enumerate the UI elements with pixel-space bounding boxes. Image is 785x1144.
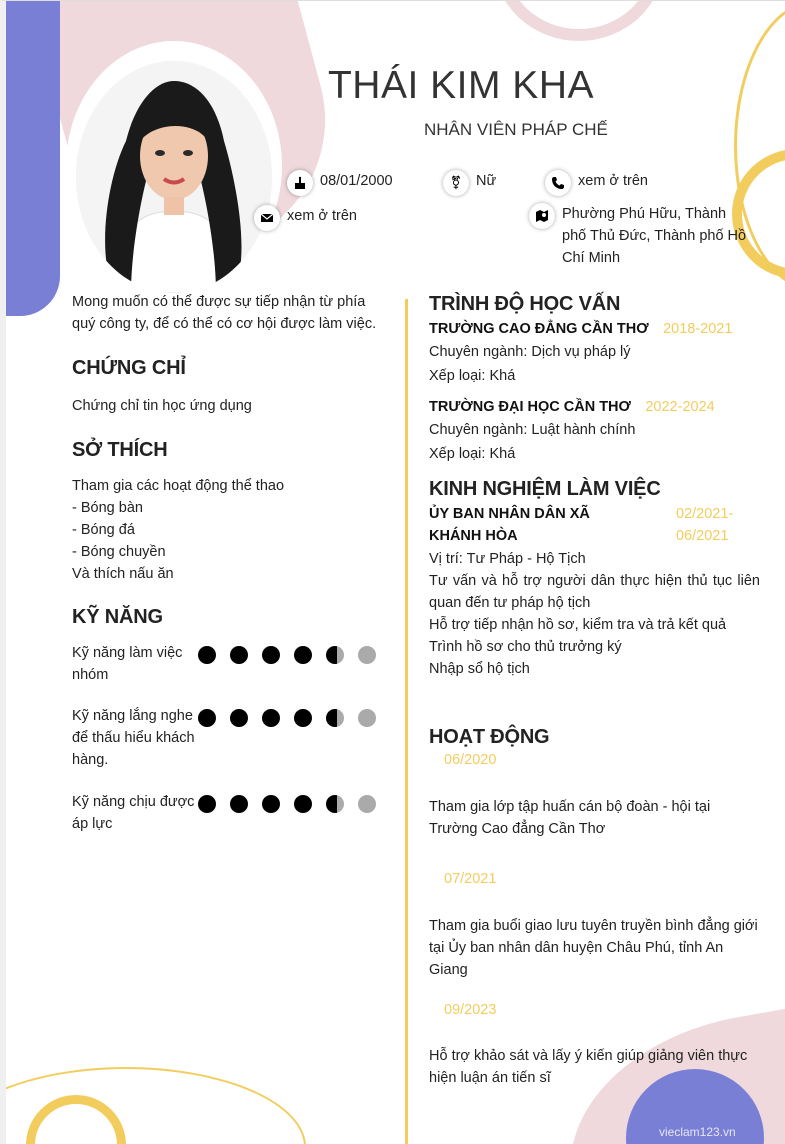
experience-period: 02/2021- 06/2021 (676, 506, 734, 544)
gender-value: Nữ (476, 173, 497, 189)
education-item (429, 320, 763, 387)
skill-rating (198, 795, 390, 813)
experience-line: Hỗ trợ tiếp nhận hồ sơ, kiểm tra và trả kết quả (429, 617, 727, 633)
rating-dot (358, 795, 376, 813)
activity-date: 06/2020 (444, 752, 497, 768)
hobby-line: - Bóng đá (72, 522, 135, 538)
portrait-illustration (76, 61, 272, 293)
decor-pink-ring (494, 0, 664, 41)
address-value: Phường Phú Hữu, Thành phố Thủ Đức, Thành phố Hồ Chí Minh (562, 206, 747, 266)
info-birthday (287, 170, 393, 196)
phone-value: xem ở trên (578, 173, 648, 189)
rating-dot (294, 646, 312, 664)
school-name: TRƯỜNG CAO ĐẲNG CẦN THƠ (429, 321, 649, 337)
experience-line: Tư vấn và hỗ trợ người dân thực hiện thủ tục liên quan đến tư pháp hộ tịch (429, 573, 760, 611)
rating-dot (358, 646, 376, 664)
education-grade: Xếp loại: Khá (429, 368, 516, 384)
hobby-line: - Bóng bàn (72, 500, 143, 516)
email-icon (254, 205, 280, 231)
education-item (429, 398, 763, 465)
experience-line: Nhập sổ hộ tịch (429, 661, 530, 677)
birthday-cake-icon (287, 170, 313, 196)
certificates-heading: CHỨNG CHỈ (72, 357, 186, 379)
rating-dot (230, 709, 248, 727)
portrait-photo (76, 61, 272, 293)
experience-heading: KINH NGHIỆM LÀM VIỆC (429, 478, 661, 500)
rating-dot (262, 646, 280, 664)
hobby-line: Tham gia các hoạt động thể thao (72, 478, 285, 494)
activity-description: Hỗ trợ khảo sát và lấy ý kiến giúp giảng viên thực hiện luận án tiến sĩ (429, 1048, 748, 1086)
education-period: 2022-2024 (645, 399, 715, 415)
map-pin-icon (529, 203, 555, 229)
certificate-item: Chứng chỉ tin học ứng dụng (72, 398, 252, 414)
rating-dot (326, 795, 344, 813)
activity-description: Tham gia lớp tập huấn cán bộ đoàn - hội tại Trường Cao đẳng Cần Thơ (429, 799, 711, 837)
rating-dot (326, 646, 344, 664)
education-major: Chuyên ngành: Dịch vụ pháp lý (429, 344, 631, 360)
activity-date: 09/2023 (444, 1002, 497, 1018)
experience-details (429, 548, 760, 680)
info-gender (443, 170, 496, 196)
activities-heading: HOẠT ĐỘNG (429, 726, 550, 748)
career-objective: Mong muốn có thể được sự tiếp nhận từ phía quý công ty, để có thể có cơ hội được làm việc. (72, 294, 377, 332)
rating-dot (262, 709, 280, 727)
skill-rating (198, 709, 390, 727)
activity-description: Tham gia buổi giao lưu tuyên truyền bình đẳng giới tại Ủy ban nhân dân huyện Châu Phú, tỉnh An Giang (429, 918, 758, 978)
column-divider (405, 299, 408, 1144)
education-period: 2018-2021 (663, 321, 733, 337)
birthday-value: 08/01/2000 (320, 173, 393, 189)
hobby-line: Và thích nấu ăn (72, 566, 174, 582)
skill-name: Kỹ năng làm việc nhóm (72, 645, 183, 683)
experience-line: Trình hồ sơ cho thủ trưởng ký (429, 639, 622, 655)
rating-dot (198, 795, 216, 813)
hobby-line: - Bóng chuyền (72, 544, 166, 560)
phone-icon (545, 170, 571, 196)
activity-date: 07/2021 (444, 871, 497, 887)
rating-dot (358, 709, 376, 727)
rating-dot (230, 795, 248, 813)
skill-name: Kỹ năng chịu được áp lực (72, 794, 195, 832)
rating-dot (230, 646, 248, 664)
rating-dot (198, 646, 216, 664)
skill-rating (198, 646, 390, 664)
info-phone (545, 170, 648, 196)
education-heading: TRÌNH ĐỘ HỌC VẤN (429, 293, 621, 315)
decor-purple-bar (6, 1, 60, 316)
info-email (254, 205, 357, 231)
rating-dot (326, 709, 344, 727)
gender-icon: ⚧ (443, 170, 469, 196)
skills-heading: KỸ NĂNG (72, 606, 163, 628)
education-major: Chuyên ngành: Luật hành chính (429, 422, 636, 438)
rating-dot (262, 795, 280, 813)
skill-name: Kỹ năng lắng nghe để thấu hiểu khách hàng. (72, 708, 195, 768)
experience-line: Vị trí: Tư Pháp - Hộ Tịch (429, 551, 586, 567)
experience-organization: ỦY BAN NHÂN DÂN XÃ KHÁNH HÒA (429, 506, 590, 544)
hobbies-heading: SỞ THÍCH (72, 439, 168, 461)
email-value: xem ở trên (287, 208, 357, 224)
rating-dot (294, 795, 312, 813)
info-address (529, 203, 749, 269)
job-title: NHÂN VIÊN PHÁP CHẾ (424, 120, 608, 139)
hobbies-list (72, 475, 284, 585)
rating-dot (198, 709, 216, 727)
candidate-name: THÁI KIM KHA (327, 64, 595, 107)
watermark: vieclam123.vn (659, 1125, 736, 1139)
school-name: TRƯỜNG ĐẠI HỌC CẦN THƠ (429, 399, 631, 415)
rating-dot (294, 709, 312, 727)
education-grade: Xếp loại: Khá (429, 446, 516, 462)
